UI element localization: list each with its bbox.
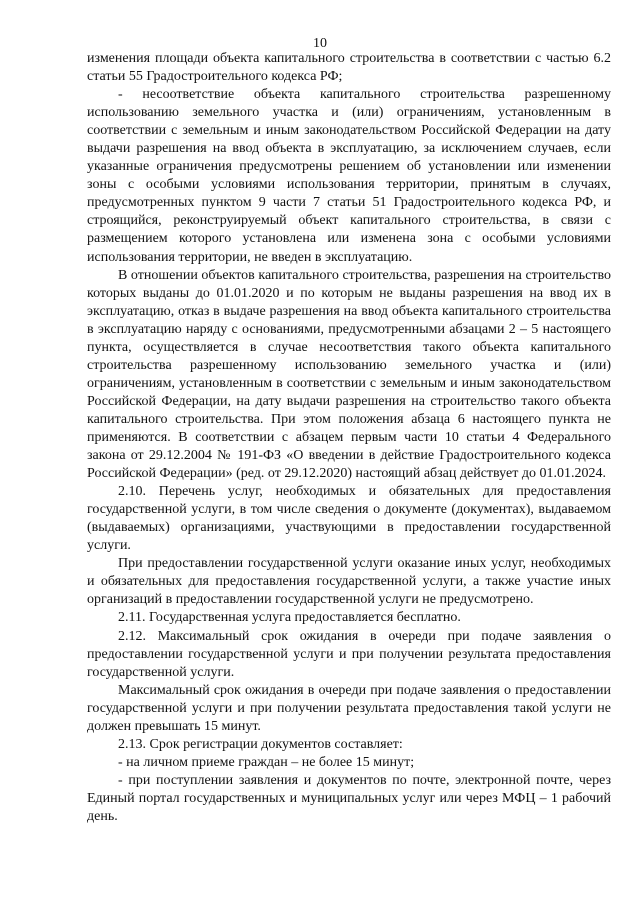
paragraph-2-12: 2.12. Максимальный срок ожидания в очереди при подаче заявления о предоставлении государственной услуги и при получении результата предоставления государственной услуги. <box>87 628 611 680</box>
list-item-by-mail: - при поступлении заявления и документов по почте, электронной почте, через Единый портал государственных и муниципальных услуг или через МФЦ – 1 рабочий день. <box>87 772 611 824</box>
paragraph-2-11: 2.11. Государственная услуга предоставляется бесплатно. <box>118 610 461 626</box>
paragraph-continuation: изменения площади объекта капитального строительства в соответствии с частью 6.2 статьи 55 Градостроительного кодекса РФ; <box>87 51 611 85</box>
paragraph-nonconformity: - несоответствие объекта капитального строительства разрешенному использованию земельного участка и (или) ограничениям, установленным в соответствии с земельным и иным законодательством Российской Федерации на дату выдачи разрешения на ввод объекта в эксплуатацию, за исключением случаев, если указанные ограничения предусмотрены решением об установлении или изменении зоны с особыми условиями использования территории, принятым в случаях, предусмотренных пунктом 9 части 7 статьи 51 Градостроительного кодекса РФ, и строящийся, реконструируемый объект капитального строительства, в связи с размещением которого установлена или изменена зона с особыми условиями использования территории, не введен в эксплуатацию. <box>87 87 611 265</box>
page-number: 10 <box>313 36 327 51</box>
list-item-in-person: - на личном приеме граждан – не более 15 минут; <box>118 754 415 770</box>
paragraph-objects-before-2020: В отношении объектов капитального строительства, разрешения на строительство которых выданы до 01.01.2020 и по которым не выданы разрешения на ввод их в эксплуатацию, отказ в выдаче разрешения на ввод объекта капитального строительства в эксплуатацию наряду с основаниями, предусмотренными абзацами 2 – 5 настоящего пункта, осуществляется в случае несоответствия такого объекта капитального строительства разрешенному использованию земельного участка и (или) ограничениям, установленным в соответствии с земельным и иным законодательством Российской Федерации, на дату выдачи разрешения на строительство такого объекта капитального строительства. При этом положения абзаца 6 настоящего пункта не применяются. В соответствии с абзацем первым части 10 статьи 4 Федерального закона от 29.12.2004 № 191-ФЗ «О введении в действие Градостроительного кодекса Российской Федерации» (ред. от 29.12.2020) настоящий абзац действует до 01.01.2024. <box>87 267 611 482</box>
paragraph-max-wait: Максимальный срок ожидания в очереди при подаче заявления о предоставлении государственной услуги и при получении результата предоставления такой услуги не должен превышать 15 минут. <box>87 682 611 734</box>
paragraph-2-10: 2.10. Перечень услуг, необходимых и обязательных для предоставления государственной услуги, в том числе сведения о документе (документах), выдаваемом (выдаваемых) организациями, участвующими в предоставлении государственной услуги. <box>87 484 611 554</box>
paragraph-2-13: 2.13. Срок регистрации документов составляет: <box>118 736 403 752</box>
document-body <box>87 50 611 826</box>
paragraph-other-services: При предоставлении государственной услуги оказание иных услуг, необходимых и обязательных для предоставления государственной услуги, а также участие иных организаций в предоставлении государственной услуги не предусмотрено. <box>87 556 611 608</box>
